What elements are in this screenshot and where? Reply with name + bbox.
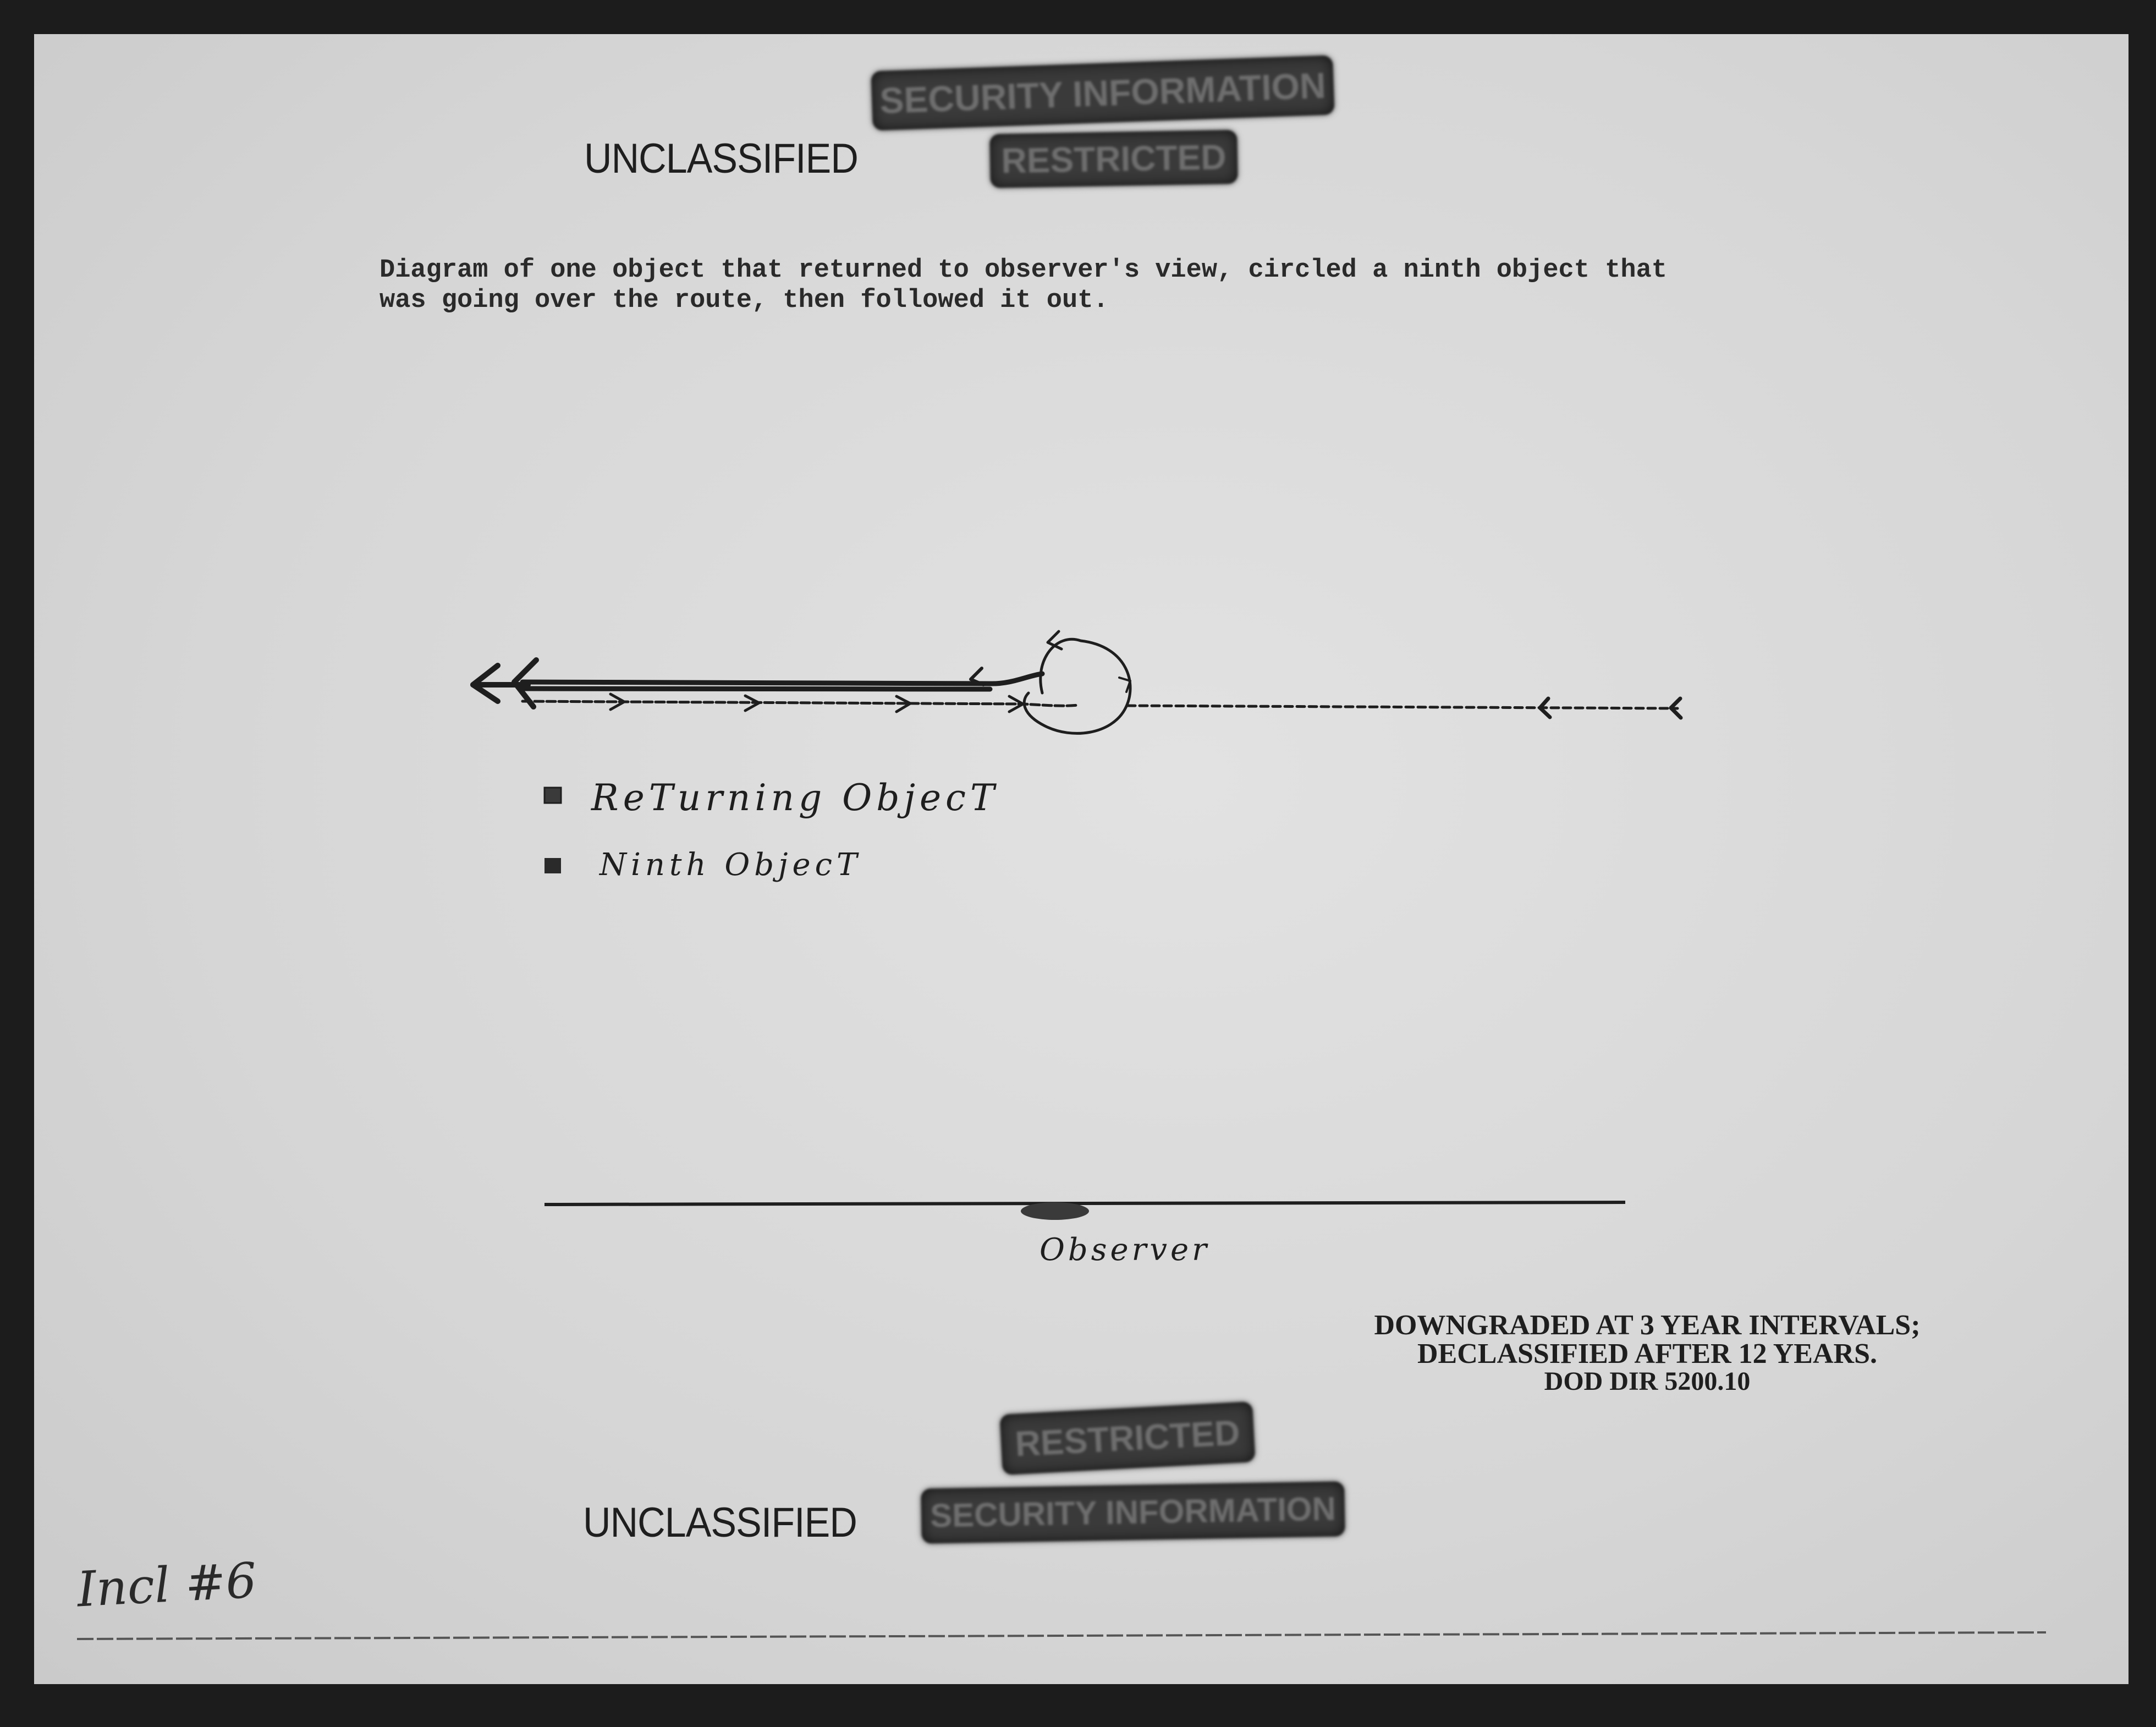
downgrade-line-1: DOWNGRADED AT 3 YEAR INTERVALS; <box>1374 1310 1921 1341</box>
caption-line-1: Diagram of one object that returned to observer's view, circled a ninth object that <box>380 256 1667 285</box>
classification-marking-bottom: UNCLASSIFIED <box>583 1499 857 1546</box>
observer-marker <box>1021 1202 1089 1220</box>
downgrade-line-3: DOD DIR 5200.10 <box>1544 1367 1751 1396</box>
legend-swatch-ninth <box>544 858 561 873</box>
observer-label: Observer <box>1040 1232 1210 1268</box>
legend-swatch-returning <box>544 788 561 803</box>
legend-label-ninth: Ninth ObjecT <box>600 847 862 883</box>
loop-arrow-top <box>1048 631 1062 649</box>
circling-loop <box>1024 639 1130 733</box>
handwritten-inclosure-note: Incl #6 <box>75 1552 258 1618</box>
horizon-line <box>544 1202 1625 1204</box>
classification-marking-top: UNCLASSIFIED <box>584 135 858 182</box>
restricted-stamp-top: RESTRICTED <box>989 130 1238 188</box>
ninth-object-path <box>1128 706 1678 708</box>
downgrade-line-2: DECLASSIFIED AFTER 12 YEARS. <box>1417 1338 1878 1370</box>
security-stamp-top-upper: SECURITY INFORMATION <box>871 55 1334 130</box>
security-stamp-bottom-lower: SECURITY INFORMATION <box>921 1481 1345 1543</box>
restricted-stamp-bottom: RESTRICTED <box>999 1401 1255 1475</box>
caption-line-2: was going over the route, then followed it out. <box>380 286 1109 315</box>
bottom-rule <box>77 1632 2046 1639</box>
legend-label-returning: ReTurning ObjecT <box>591 777 999 819</box>
returning-object-path <box>522 674 1042 689</box>
combined-route <box>522 701 1078 706</box>
loop-arrow-right <box>1119 678 1130 692</box>
